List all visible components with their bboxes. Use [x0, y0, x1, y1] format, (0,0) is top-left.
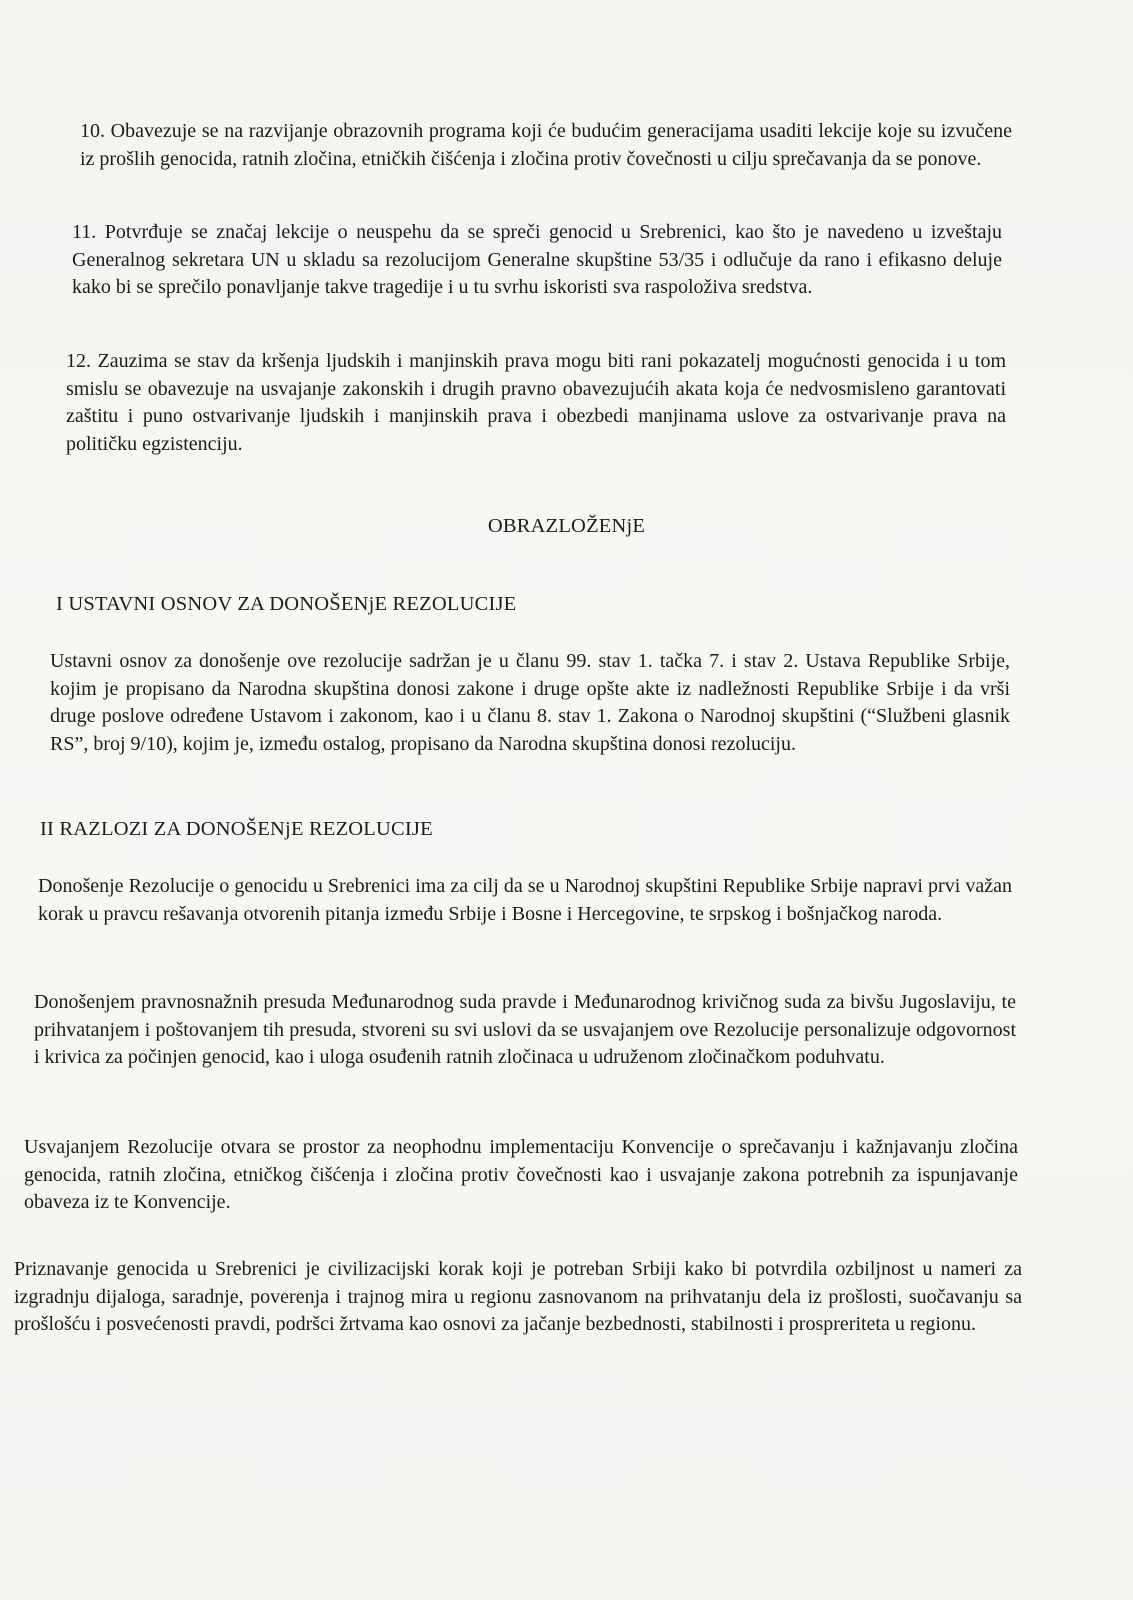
obrazlozenje-title: OBRAZLOŽENjE [487, 515, 646, 537]
section-2-paragraph-3: Usvajanjem Rezolucije otvara se prostor za neophodnu implementaciju Konvencije o sprečavanju i kažnjavanju zločina genocida, ratnih zločina, etničkog čišćenja i zločina protiv čovečnosti kao i usvajanje zakona potrebnih za ispunjavanje obaveza iz te Konvencije. [24, 1136, 1018, 1213]
paragraph-item-12: 12. Zauzima se stav da kršenja ljudskih i manjinskih prava mogu biti rani pokazatelj mogućnosti genocida i u tom smislu se obavezuje na usvajanje zakonskih i drugih pravno obavezujućih akata koja će nedvosmisleno garantovati zaštitu i puno ostvarivanje ljudskih i manjinskih prava i obezbedi manjinama uslove za ostvarivanje prava na političku egzistenciju. [66, 350, 1006, 455]
paragraph-item-11: 11. Potvrđuje se značaj lekcije o neuspehu da se spreči genocid u Srebrenici, kao što je navedeno u izveštaju Generalnog sekretara UN u skladu sa rezolucijom Generalne skupštine 53/35 i odlučuje da rano i efikasno deluje kako bi se sprečilo ponavljanje takve tragedije i u tu svrhu iskoristi sva raspoloživa sredstva. [72, 221, 1002, 298]
section-1-paragraph: Ustavni osnov za donošenje ove rezolucije sadržan je u članu 99. stav 1. tačka 7. i stav 2. Ustava Republike Srbije, kojim je propisano da Narodna skupština donosi zakone i druge opšte akte iz nadležnosti Republike Srbije i da vrši druge poslove određene Ustavom i zakonom, kao i u članu 8. stav 1. Zakona o Narodnoj skupštini (“Službeni glasnik RS”, broj 9/10), kojim je, između ostalog, propisano da Narodna skupština donosi rezoluciju. [50, 650, 1010, 755]
section-1-heading: I USTAVNI OSNOV ZA DONOŠENjE REZOLUCIJE [56, 593, 517, 615]
section-2-heading: II RAZLOZI ZA DONOŠENjE REZOLUCIJE [40, 818, 433, 840]
section-2-paragraph-2: Donošenjem pravnosnažnih presuda Međunarodnog suda pravde i Međunarodnog krivičnog suda za bivšu Jugoslaviju, te prihvatanjem i poštovanjem tih presuda, stvoreni su svi uslovi da se usvajanjem ove Rezolucije personalizuje odgovornost i krivica za počinjen genocid, kao i uloga osuđenih ratnih zločinaca u udruženom zločinačkom poduhvatu. [34, 991, 1016, 1068]
section-2-paragraph-4: Priznavanje genocida u Srebrenici je civilizacijski korak koji je potreban Srbiji kako bi potvrdila ozbiljnost u nameri za izgradnju dijaloga, saradnje, poverenja i trajnog mira u regionu zasnovanom na prihvatanju dela iz prošlosti, suočavanju sa prošlošću i posvećenosti pravdi, podršci žrtvama kao osnovi za jačanje bezbednosti, stabilnosti i prospreriteta u regionu. [14, 1258, 1022, 1335]
paragraph-item-10: 10. Obavezuje se na razvijanje obrazovnih programa koji će budućim generacijama usaditi lekcije koje su izvučene iz prošlih genocida, ratnih zločina, etničkih čišćenja i zločina protiv čovečnosti u cilju sprečavanja da se ponove. [80, 120, 1012, 170]
section-2-paragraph-1: Donošenje Rezolucije o genocidu u Srebrenici ima za cilj da se u Narodnoj skupštini Republike Srbije napravi prvi važan korak u pravcu rešavanja otvorenih pitanja između Srbije i Bosne i Hercegovine, te srpskog i bošnjačkog naroda. [38, 875, 1012, 925]
